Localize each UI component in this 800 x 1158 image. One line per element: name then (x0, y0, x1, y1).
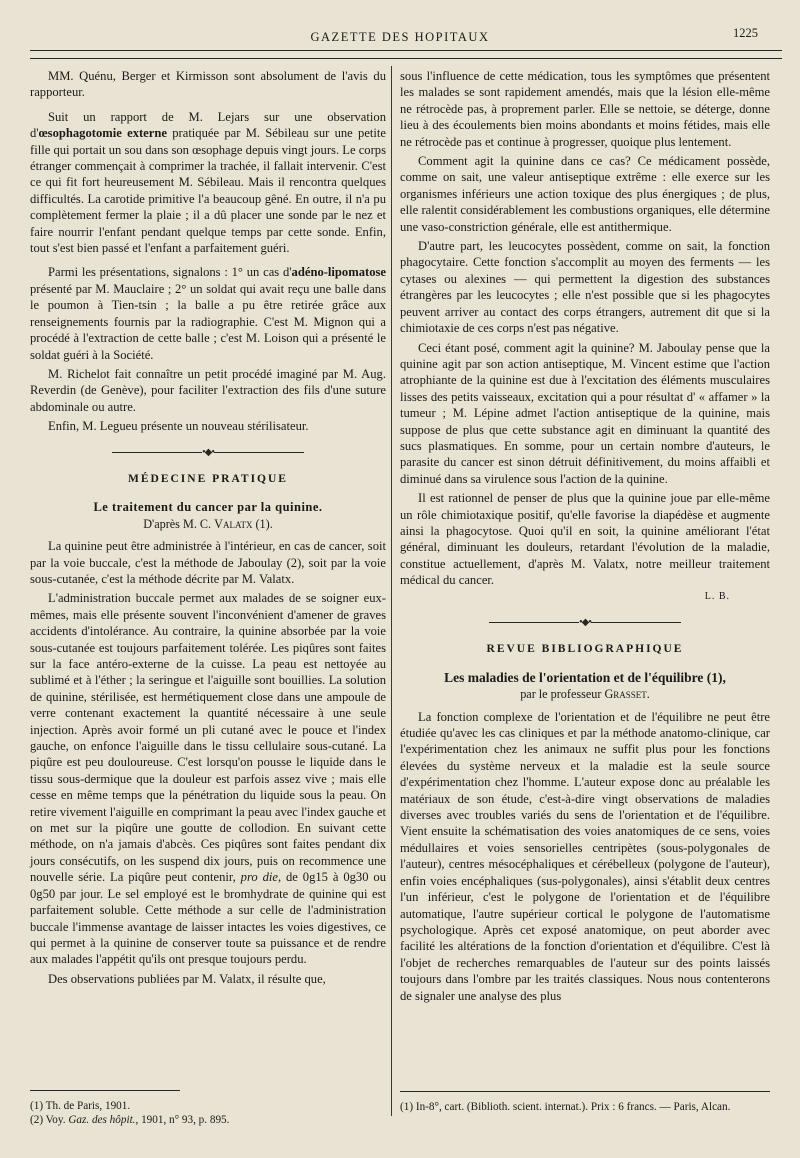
book-author (400, 686, 770, 702)
header-rule (30, 50, 782, 51)
paragraph: sous l'influence de cette médication, tous les symptômes que présentent les malades se sont rapidement amendés, mais que la lésion elle-même ne rétrocède pas, à proprement parler. Elle se nettoie, se déterge, donne lieu à des écoulements bien moins abondants et moins fétides, mais elle ne rétrocède pas et continue à progresser, quoique plus lentement. (400, 69, 770, 149)
byline-suffix: (1). (252, 516, 273, 531)
paragraph: Ceci étant posé, comment agit la quinine? M. Jaboulay pense que la quinine agit par son action antiseptique, M. Vincent estime que l'action atrophiante de la quinine est due à l'excitation des éléments musculaires lisses des petits vaisseaux, excitation qui a pour résultat d' « affamer » la tumeur ; M. Lépine admet l'action antiseptique de la quinine, mais suppose de plus que cette substance agit en diminuant la quantité des sucs plasmatiques. En somme, pour un certain nombre d'auteurs, le parasite du cancer est sinon détruit définitivement, du moins affaibli et diminué dans sa virulence sous l'action de la quinine. (400, 340, 770, 486)
byline-author: Grasset (604, 687, 647, 702)
footnote: (1) Th. de Paris, 1901. (30, 1100, 131, 1112)
text-run: (2) Voy. (30, 1114, 69, 1126)
text-run: pratiquée par M. Sébileau sur une petite fille qui portait un sou dans son œsophage depuis vingt jours. Le corps étranger commençait à comprimer la trachée, il fallait intervenir. C'est ce qui fit fort heureusement M. Sébileau. Mais il rencontra quelques difficultés. La carotide primitive l'a beaucoup gêné. En outre, il n'a pu complètement fermer la plaie ; il a dû placer une sonde par le nez et faire nourrir l'enfant pendant quelque temps par cette sonde. Enfin, tout s'est bien passé et l'enfant a parfaitement guéri. (30, 126, 387, 256)
paragraph: Comment agit la quinine dans ce cas? Ce médicament possède, comme on sait, une valeur antiseptique extrême : elle exerce sur les organismes inférieurs une action toxique des plus énergiques ; de plus, elle ralentit considérablement les combustions organiques, elle détermine une vaso-constriction générale, elle est antithermique. (400, 154, 770, 234)
byline-suffix: . (646, 687, 650, 702)
page-number: 1225 (733, 26, 758, 40)
text-run: , de 0g15 à 0g30 ou 0g50 par jour. Le sel employé est le bromhydrate de quinine qui est parfaitement soluble. Cette méthode a sur celle de l'administration buccale l'immense avantage de laisser intactes les voies digestives, ce qui permet à la quinine de conserver toute sa puissance et de rendre aux malades l'appétit qu'ils ont presque toujours perdu. (30, 870, 386, 967)
article-title: Le traitement du cancer par la quinine. (93, 500, 323, 515)
page-header (30, 26, 770, 48)
text-run: , 1901, n° 93, p. 895. (135, 1114, 230, 1126)
running-title: GAZETTE DES HOPITAUX (310, 30, 490, 44)
paragraph: La quinine peut être administrée à l'intérieur, en cas de cancer, soit par la voie buccale, c'est la méthode de Jaboulay (2), soit par la voie sous-cutanée, c'est la méthode décrite par M. Valatx. (30, 539, 386, 586)
section-ornament: •◆• (400, 615, 770, 631)
paragraph: MM. Quénu, Berger et Kirmisson sont absolument de l'avis du rapporteur. (30, 69, 386, 100)
book-title: Les maladies de l'orientation et de l'équilibre (1), (444, 669, 726, 685)
paragraph (30, 109, 386, 257)
byline-prefix: D'après M. C. (143, 516, 215, 531)
article-byline (30, 516, 386, 532)
author-signature: L. B. (704, 590, 730, 602)
footnote-rule (30, 1090, 180, 1091)
section-ornament: •◆• (30, 445, 386, 461)
footnote (30, 1113, 386, 1127)
paragraph: La fonction complexe de l'orientation et de l'équilibre ne peut être étudiée qu'avec les cas cliniques et par la méthode anatomo-clinique, car l'expérimentation chez les animaux ne suffit plus pour les fonctions élevées du système nerveux et la maladie est la seule source d'expérimentation chez l'homme. L'auteur expose donc au préalable les matériaux de son étude, c'est-à-dire vingt observations de maladies diverses avec troubles variés du sens de l'orientation et de l'équilibre. Vient ensuite la schématisation des voies anatomiques de ce sens, voies médullaires et voies sensorielles centripètes (sous-polygonales de l'auteur), centres mésocéphaliques et cérébelleux (polygone de l'auteur), enfin voies encéphaliques (sus-polygonales), ainsi s'établit deux centres l'un inférieur, c'est le polygone de l'orientation et de l'équilibre automatique, l'autre supérieur cortical le polygone de l'automatisme psychologique. Après cet exposé anatomique, on peut aborder avec facilité les altérations de la fonction d'orientation et d'équilibre. C'est là l'objet de recherches remarquables de l'auteur sur des points laissés toujours dans l'ombre par les traités classiques. Nous nous contenterons de signaler une analyse des plus (400, 709, 770, 1003)
footnote: (1) In-8°, cart. (Biblioth. scient. internat.). Prix : 6 francs. — Paris, Alcan. (400, 1101, 731, 1113)
text-run: L'administration buccale permet aux malades de se soigner eux-mêmes, mais elle présente souvent l'inconvénient d'amener de graves accidents d'intolérance. Au contraire, la quinine absorbée par la voie sous-cutanée est toujours parfaitement tolérée. Les piqûres sont faites sur la face antéro-externe de la cuisse. La peau est nettoyée au sublimé et à l'éther ; la seringue et l'aiguille sont bouillies. La solution de quinine, stérilisée, est hermétiquement close dans une ampoule de verre contenant exactement la quantité nécessaire à une seule injection. Après avoir formé un pli cutané avec le pouce et l'index gauche, on enfonce l'aiguille dans le tissu cellulaire sous-cutané. La piqûre est peu douloureuse. C'est lorsqu'on pousse le liquide dans le tissu sous-dermique que la douleur est parfois assez vive ; mais elle cesse en même temps que la pénétration du liquide sous la peau. On retire vivement l'aiguille en comprimant la peau avec l'index gauche et on met sur la piqûre une goutte de collodion. En suivant cette méthode, on n'a jamais d'abcès. Ces piqûres sont faites pendant dix jours consécutifs, on les suspend dix jours, puis on recommence une nouvelle série. La piqûre peut contenir, (30, 591, 386, 885)
paragraph: Des observations publiées par M. Valatx, il résulte que, (48, 971, 326, 986)
text-run: présenté par M. Mauclaire ; 2° un soldat qui avait reçu une balle dans le poumon à Tien-tsin ; la balle a pu être retirée grâce aux renseignements fournis par la radiographie. C'est M. Mignon qui a procédé à l'extraction de cette balle ; c'est M. Loison qui a présenté le soldat guéri à la Société. (30, 281, 386, 362)
footnotes (400, 1081, 770, 1114)
text-run: Suit un rapport de M. Lejars sur une observation d' (30, 109, 386, 141)
italic-term: Gaz. des hôpit. (68, 1114, 136, 1126)
paragraph: Enfin, M. Legueu présente un nouveau stérilisateur. (48, 419, 309, 434)
text-run: Parmi les présentations, signalons : 1° un cas d' (48, 265, 292, 280)
paragraph (30, 590, 386, 967)
paragraph (30, 264, 386, 362)
right-column (400, 68, 770, 1113)
italic-term: pro die (240, 870, 278, 885)
byline-author: Valatx (214, 516, 253, 531)
left-column (30, 68, 387, 1126)
byline-prefix: par le professeur (520, 687, 605, 702)
header-rule-double (30, 58, 782, 59)
footnotes (30, 1080, 386, 1127)
emphasis-term: œsophagotomie externe (38, 126, 167, 141)
footnote-rule (400, 1091, 770, 1092)
column-divider (391, 66, 392, 1116)
paragraph: D'autre part, les leucocytes possèdent, comme on sait, la fonction phagocytaire. Cette fonction s'accomplit au moyen des ferments — les cytases ou alexines — qui permettent la digestion des substances étrangères par les leucocytes ; elle n'est possible que si les phagocytes peuvent arriver au contact des corps étrangers, autrement dit que si la chimiotaxie de ces corps n'est pas négative. (400, 239, 770, 336)
section-title: MÉDECINE PRATIQUE (128, 472, 288, 485)
section-title: REVUE BIBLIOGRAPHIQUE (486, 643, 684, 656)
paragraph: M. Richelot fait connaître un petit procédé imaginé par M. Aug. Reverdin (de Genève), pour faciliter l'extraction des fils d'une suture abdominale ou autre. (30, 366, 386, 414)
paragraph: Il est rationnel de penser de plus que la quinine joue par elle-même un rôle chimiotaxique positif, qu'elle favorise la diapédèse et augmente ainsi la phagocytose. Quoi qu'il en soit, la quinine améliorant l'état général, diminuant les douleurs, retardant l'évolution de la maladie, constitue actuellement, d'après M. Valatx, notre meilleur traitement médical du cancer. (400, 491, 770, 588)
emphasis-term: adéno-lipomatose (291, 265, 386, 280)
